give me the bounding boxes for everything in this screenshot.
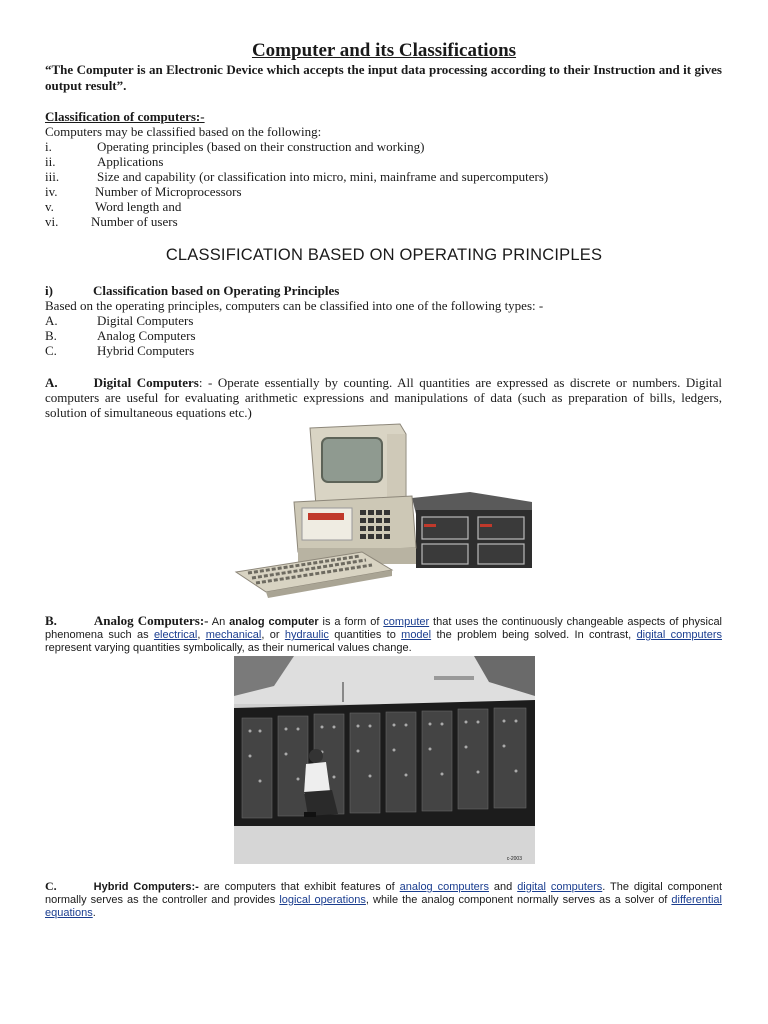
paragraph-text: the problem being solved. In contrast, (431, 629, 637, 641)
list-item-text: Size and capability (or classification into micro, mini, mainframe and supercomputers) (97, 169, 549, 184)
list-item-number: i. (45, 139, 52, 154)
classification-heading: Classification of computers:- (45, 109, 205, 124)
paragraph-letter: B. (45, 613, 57, 628)
link-computers[interactable]: computers (550, 881, 603, 893)
list-item-text: Number of users (91, 214, 178, 229)
paragraph-text: is a form of (318, 616, 384, 628)
subsection-number: i) (45, 283, 53, 298)
paragraph-text: , or (261, 629, 285, 641)
list-item-text: Word length and (95, 199, 182, 214)
link-differential-equations[interactable]: differential equations (45, 894, 722, 919)
list-item (45, 214, 722, 229)
subsection-title: Classification based on Operating Principles (93, 283, 340, 298)
paragraph-text: An (208, 616, 230, 628)
paragraph-text: are computers that exhibit features of (198, 881, 400, 893)
paragraph-text: : - Operate essentially by counting. All quantities are expressed as discrete or numbers. Digital computers are useful for evaluating arithmetic expressions and manipulations of data (such as preparation of bills, ledgers, solution of simultaneous equations etc.) (45, 375, 722, 420)
paragraph-term: Analog Computers:- (93, 613, 209, 628)
list-item-text: Applications (97, 154, 164, 169)
link-hydraulic[interactable]: hydraulic (284, 629, 329, 641)
type-text: Hybrid Computers (97, 343, 195, 358)
link-digital-computers[interactable]: digital computers (636, 629, 722, 641)
type-letter: B. (45, 328, 57, 343)
type-item (45, 343, 722, 358)
list-item (45, 184, 722, 199)
paragraph-text: , (197, 629, 206, 641)
link-mechanical[interactable]: mechanical (205, 629, 262, 641)
link-logical-operations[interactable]: logical operations (279, 894, 366, 906)
type-text: Digital Computers (97, 313, 194, 328)
list-item-text: Number of Microprocessors (95, 184, 242, 199)
section-heading: CLASSIFICATION BASED ON OPERATING PRINCIPLES (165, 246, 603, 264)
page-title: Computer and its Classifications (251, 40, 517, 61)
list-item-number: iii. (45, 169, 60, 184)
list-item (45, 199, 722, 214)
digital-computers-paragraph (45, 375, 722, 420)
link-analog-computers[interactable]: analog computers (399, 881, 489, 893)
type-letter: C. (45, 343, 57, 358)
list-item-text: Operating principles (based on their construction and working) (97, 139, 425, 154)
list-item-number: v. (45, 199, 54, 214)
hybrid-computers-paragraph (45, 880, 722, 920)
link-computer[interactable]: computer (383, 616, 430, 628)
paragraph-letter: C. (45, 879, 57, 893)
link-digital[interactable]: digital (517, 881, 546, 893)
subsection-heading (45, 283, 722, 298)
paragraph-text: represent varying quantities symbolically, as their numerical values change. (45, 642, 412, 654)
paragraph-text: and (488, 881, 518, 893)
paragraph-text: . (92, 907, 96, 919)
list-item-number: vi. (45, 214, 59, 229)
bold-term: analog computer (229, 616, 319, 628)
type-item (45, 313, 722, 328)
photo-caption: c-2003 (506, 856, 522, 862)
type-item (45, 328, 722, 343)
analog-computer-photo (234, 656, 535, 864)
subsection-intro: Based on the operating principles, computers can be classified into one of the following types: - (45, 298, 544, 313)
list-item (45, 169, 722, 184)
link-electrical[interactable]: electrical (153, 629, 198, 641)
list-item (45, 154, 722, 169)
paragraph-term: Digital Computers (93, 375, 199, 390)
digital-computer-image (232, 420, 537, 598)
link-model[interactable]: model (401, 629, 432, 641)
type-letter: A. (45, 313, 58, 328)
paragraph-text: , while the analog component normally serves as a solver of (365, 894, 672, 906)
paragraph-term: Hybrid Computers:- (93, 881, 199, 893)
paragraph-letter: A. (45, 375, 58, 390)
list-item-number: iv. (45, 184, 58, 199)
classification-intro: Computers may be classified based on the following: (45, 124, 322, 139)
analog-computers-paragraph (45, 614, 722, 655)
paragraph-text: . The digital component normally serves as the controller and provides (45, 881, 722, 906)
definition-quote: “The Computer is an Electronic Device which accepts the input data processing according to their Instruction and it gives output result”. (45, 62, 722, 93)
paragraph-text: that uses the continuously changeable aspects of physical phenomena such as (45, 616, 723, 641)
type-text: Analog Computers (97, 328, 196, 343)
paragraph-text: quantities to (328, 629, 402, 641)
list-item-number: ii. (45, 154, 56, 169)
list-item (45, 139, 722, 154)
